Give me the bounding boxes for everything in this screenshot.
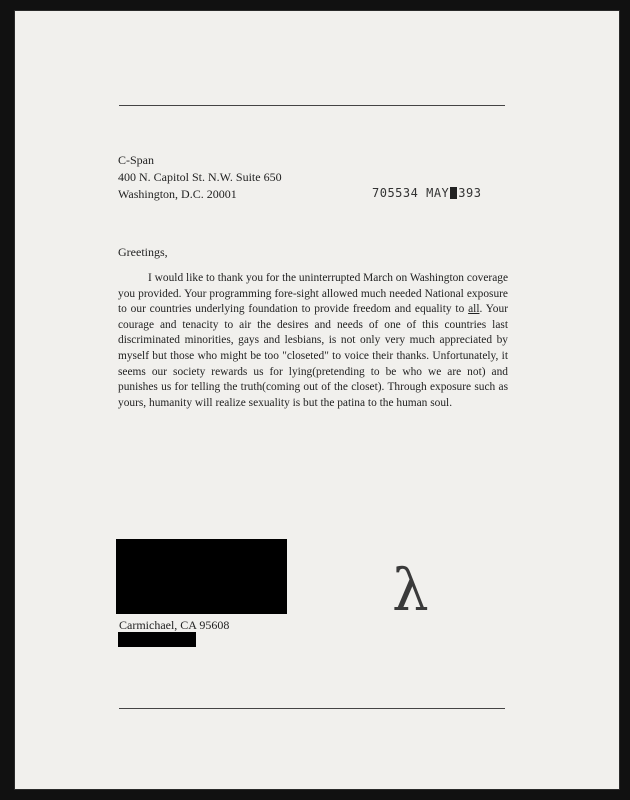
stamp-number: 705534 — [372, 186, 419, 200]
letter-page — [14, 10, 620, 790]
recipient-street: 400 N. Capitol St. N.W. Suite 650 — [118, 170, 282, 184]
stamp-suffix: 393 — [458, 186, 482, 200]
lambda-symbol: λ — [392, 556, 429, 624]
received-stamp — [372, 186, 481, 200]
recipient-address — [118, 152, 282, 203]
bottom-rule — [119, 708, 505, 709]
body-text-part2: . Your courage and tenacity to air the desires and needs of one of this countries last discriminated minorities, gays and lesbians, is not only very much appreciated by myself but those who might be too "closeted" to voice their thanks. Unfortunately, it seems our society rewards us for lying(pretending to be who we are not) and punishes us for telling the truth(coming out of the closet). Through exposure such as yours, humanity will realize sexuality is but the patina to the human soul. — [118, 303, 508, 409]
greeting: Greetings, — [118, 245, 168, 259]
redacted-sender-detail — [118, 632, 196, 647]
stamp-ink-block — [450, 187, 457, 199]
recipient-name: C-Span — [118, 153, 154, 167]
stamp-month: MAY — [426, 186, 450, 200]
letter-body — [118, 271, 508, 411]
top-rule — [119, 105, 505, 106]
body-text-part1: I would like to thank you for the uninterrupted March on Washington coverage you provided. Your programming fore-sight allowed much needed National exposure to our countries underlying foundation to provide freedom and equality to — [118, 272, 508, 316]
redacted-sender-name — [116, 539, 287, 614]
body-underlined-word: all — [468, 303, 480, 316]
sender-city: Carmichael, CA 95608 — [119, 618, 230, 632]
recipient-city: Washington, D.C. 20001 — [118, 187, 237, 201]
